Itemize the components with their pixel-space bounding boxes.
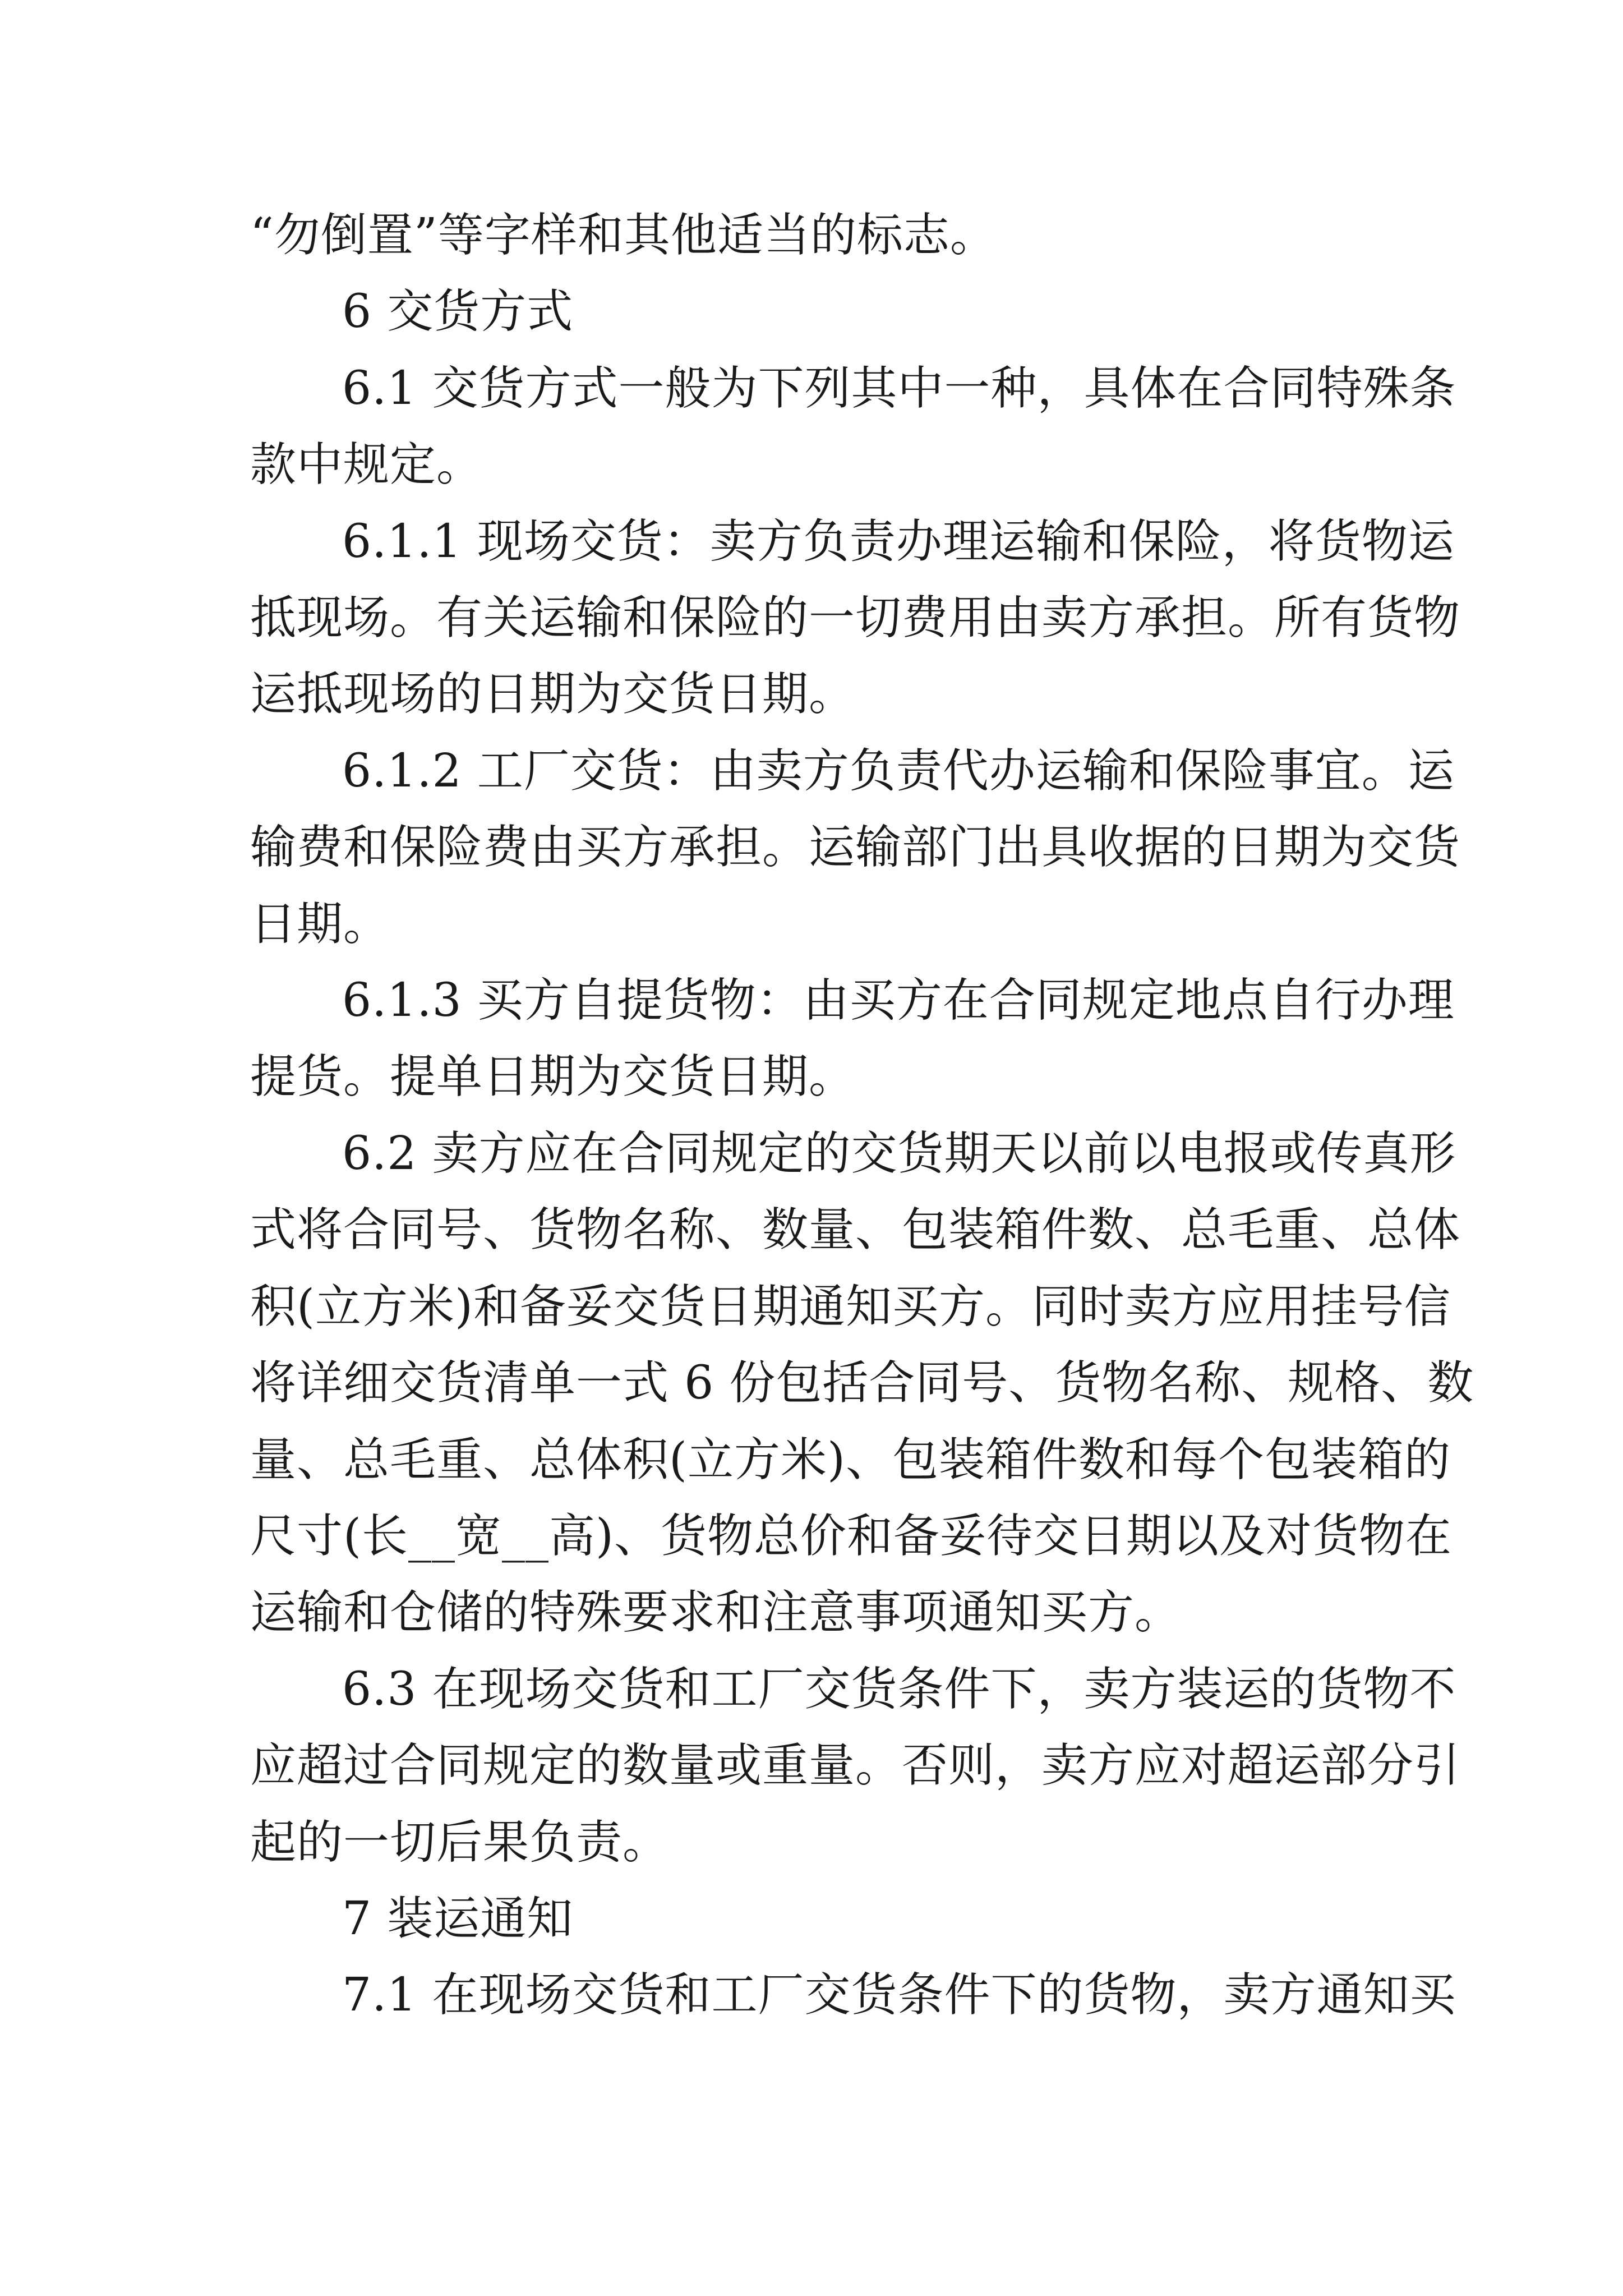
- document-body: [250, 197, 1474, 2034]
- text-line: 式将合同号、货物名称、数量、包装箱件数、总毛重、总体: [250, 1203, 1461, 1257]
- text-line: 量、总毛重、总体积(立方米)、包装箱件数和每个包装箱的: [250, 1433, 1451, 1487]
- paragraph-6-2: [250, 1116, 1474, 1651]
- text-line: 款中规定。: [250, 438, 483, 492]
- text-line: 6.2 卖方应在合同规定的交货期天以前以电报或传真形: [342, 1126, 1456, 1180]
- text-line: 运抵现场的日期为交货日期。: [250, 668, 856, 721]
- text-line: 6.1.3 买方自提货物：由买方在合同规定地点自行办理: [342, 974, 1455, 1028]
- paragraph-6-3: [250, 1651, 1461, 1881]
- paragraph-packing-marks: [250, 197, 1391, 274]
- text-line: 6.1.2 工厂交货：由卖方负责代办运输和保险事宜。运: [342, 744, 1455, 798]
- text-line: 6 交货方式: [342, 285, 574, 339]
- text-line: 应超过合同规定的数量或重量。否则，卖方应对超运部分引: [250, 1739, 1461, 1793]
- text-line: 运输和仓储的特殊要求和注意事项通知买方。: [250, 1586, 1182, 1640]
- text-line: 日期。: [250, 897, 390, 951]
- text-line: 6.1.1 现场交货：卖方负责办理运输和保险，将货物运: [342, 514, 1455, 568]
- paragraph-6-1-2: [250, 733, 1461, 963]
- text-line: “勿倒置”等字样和其他适当的标志。: [250, 209, 997, 262]
- text-line: 提货。提单日期为交货日期。: [250, 1050, 856, 1104]
- text-line: 将详细交货清单一式 6 份包括合同号、货物名称、规格、数: [250, 1356, 1474, 1410]
- section-heading-delivery-method: [250, 274, 1391, 350]
- text-line: 7.1 在现场交货和工厂交货条件下的货物，卖方通知买: [342, 1968, 1456, 2022]
- paragraph-6-1: [250, 351, 1456, 504]
- text-line: 抵现场。有关运输和保险的一切费用由卖方承担。所有货物: [250, 591, 1461, 645]
- section-heading-shipping-notice: [250, 1881, 1391, 1957]
- text-line: 尺寸(长__宽__高)、货物总价和备妥待交日期以及对货物在: [250, 1509, 1452, 1563]
- paragraph-6-1-1: [250, 504, 1461, 733]
- text-line: 7 装运通知: [342, 1892, 574, 1945]
- text-line: 积(立方米)和备妥交货日期通知买方。同时卖方应用挂号信: [250, 1280, 1451, 1333]
- text-line: 6.3 在现场交货和工厂交货条件下，卖方装运的货物不: [342, 1662, 1456, 1716]
- text-line: 起的一切后果负责。: [250, 1815, 670, 1869]
- text-line: 6.1 交货方式一般为下列其中一种，具体在合同特殊条: [342, 361, 1456, 415]
- paragraph-7-1: [250, 1957, 1456, 2033]
- paragraph-6-1-3: [250, 963, 1455, 1116]
- text-line: 输费和保险费由买方承担。运输部门出具收据的日期为交货: [250, 821, 1461, 875]
